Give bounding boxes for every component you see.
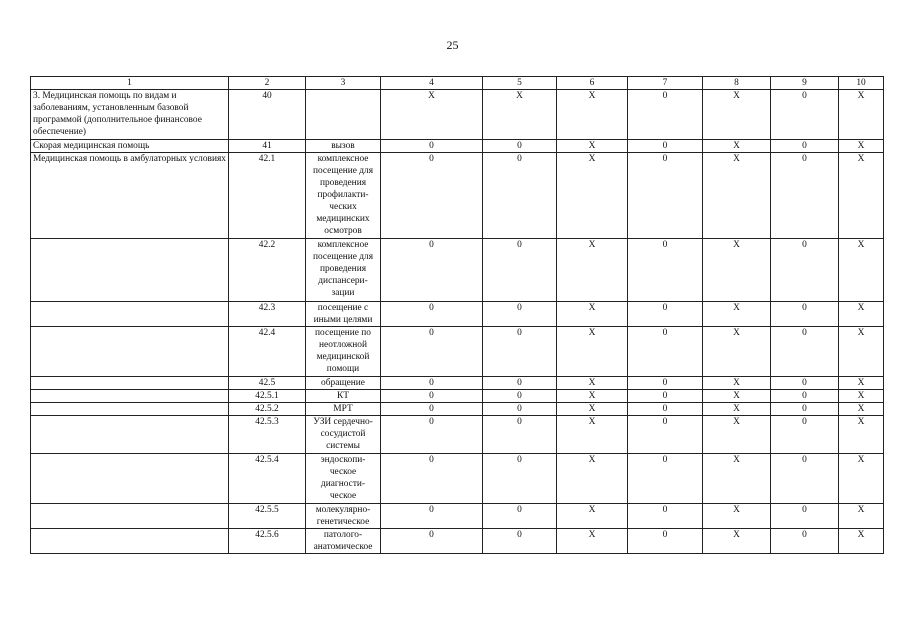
row-value-col8: X xyxy=(703,403,771,416)
row-value-col9: 0 xyxy=(771,529,839,554)
table-row xyxy=(31,302,884,327)
row-value-col5: 0 xyxy=(483,529,557,554)
row-value-col4: 0 xyxy=(381,327,483,377)
row-unit: КТ xyxy=(306,390,381,403)
row-value-col9: 0 xyxy=(771,90,839,140)
row-description: Скорая медицинская помощь xyxy=(31,140,229,153)
table-row xyxy=(31,416,884,454)
header-cell: 7 xyxy=(628,77,703,90)
row-value-col8: X xyxy=(703,302,771,327)
row-unit: обращение xyxy=(306,377,381,390)
row-code: 42.5.2 xyxy=(229,403,306,416)
row-value-col10: X xyxy=(839,377,884,390)
row-value-col9: 0 xyxy=(771,153,839,239)
row-value-col7: 0 xyxy=(628,390,703,403)
row-code: 40 xyxy=(229,90,306,140)
header-cell: 9 xyxy=(771,77,839,90)
row-value-col10: X xyxy=(839,90,884,140)
table-row xyxy=(31,153,884,239)
row-description xyxy=(31,454,229,504)
row-value-col7: 0 xyxy=(628,529,703,554)
row-value-col10: X xyxy=(839,239,884,302)
row-value-col4: X xyxy=(381,90,483,140)
row-value-col8: X xyxy=(703,90,771,140)
row-code: 42.1 xyxy=(229,153,306,239)
row-value-col6: X xyxy=(557,416,628,454)
row-value-col7: 0 xyxy=(628,327,703,377)
row-value-col10: X xyxy=(839,454,884,504)
row-code: 42.2 xyxy=(229,239,306,302)
table-row xyxy=(31,390,884,403)
row-value-col4: 0 xyxy=(381,416,483,454)
row-value-col5: 0 xyxy=(483,390,557,403)
row-value-col6: X xyxy=(557,377,628,390)
row-value-col6: X xyxy=(557,90,628,140)
header-cell: 8 xyxy=(703,77,771,90)
row-description xyxy=(31,390,229,403)
row-value-col5: 0 xyxy=(483,454,557,504)
row-value-col7: 0 xyxy=(628,504,703,529)
row-value-col9: 0 xyxy=(771,327,839,377)
row-unit xyxy=(306,90,381,140)
table-row xyxy=(31,327,884,377)
row-value-col10: X xyxy=(839,327,884,377)
row-unit: вызов xyxy=(306,140,381,153)
row-value-col5: 0 xyxy=(483,302,557,327)
header-cell: 10 xyxy=(839,77,884,90)
row-value-col6: X xyxy=(557,302,628,327)
row-value-col9: 0 xyxy=(771,239,839,302)
row-value-col10: X xyxy=(839,140,884,153)
row-value-col8: X xyxy=(703,416,771,454)
table-row xyxy=(31,403,884,416)
table-row xyxy=(31,140,884,153)
header-cell: 6 xyxy=(557,77,628,90)
row-value-col6: X xyxy=(557,140,628,153)
row-code: 42.5.1 xyxy=(229,390,306,403)
row-unit: молекулярно-генетическое xyxy=(306,504,381,529)
row-code: 41 xyxy=(229,140,306,153)
row-value-col10: X xyxy=(839,529,884,554)
row-value-col5: 0 xyxy=(483,416,557,454)
row-value-col8: X xyxy=(703,327,771,377)
row-value-col4: 0 xyxy=(381,302,483,327)
row-value-col9: 0 xyxy=(771,403,839,416)
row-value-col4: 0 xyxy=(381,390,483,403)
row-value-col8: X xyxy=(703,504,771,529)
header-cell: 1 xyxy=(31,77,229,90)
row-value-col10: X xyxy=(839,153,884,239)
row-value-col9: 0 xyxy=(771,302,839,327)
row-unit: МРТ xyxy=(306,403,381,416)
row-value-col10: X xyxy=(839,403,884,416)
header-cell: 4 xyxy=(381,77,483,90)
row-description: Медицинская помощь в амбулаторных условиях xyxy=(31,153,229,239)
row-value-col7: 0 xyxy=(628,302,703,327)
row-value-col6: X xyxy=(557,390,628,403)
row-value-col10: X xyxy=(839,302,884,327)
row-value-col5: 0 xyxy=(483,153,557,239)
row-value-col7: 0 xyxy=(628,239,703,302)
header-cell: 3 xyxy=(306,77,381,90)
row-value-col5: 0 xyxy=(483,377,557,390)
row-value-col4: 0 xyxy=(381,504,483,529)
page-number: 25 xyxy=(446,38,459,52)
table-row xyxy=(31,377,884,390)
row-value-col4: 0 xyxy=(381,153,483,239)
row-value-col10: X xyxy=(839,390,884,403)
row-unit: посещение с иными целями xyxy=(306,302,381,327)
row-value-col5: 0 xyxy=(483,504,557,529)
row-description xyxy=(31,327,229,377)
row-value-col10: X xyxy=(839,504,884,529)
row-description xyxy=(31,403,229,416)
row-code: 42.4 xyxy=(229,327,306,377)
row-description xyxy=(31,377,229,390)
row-description xyxy=(31,504,229,529)
row-value-col5: 0 xyxy=(483,239,557,302)
row-value-col6: X xyxy=(557,504,628,529)
row-value-col7: 0 xyxy=(628,140,703,153)
row-unit: посещение по неотложной медицинской помощи xyxy=(306,327,381,377)
row-value-col8: X xyxy=(703,454,771,504)
row-value-col7: 0 xyxy=(628,377,703,390)
table-row xyxy=(31,529,884,554)
row-value-col6: X xyxy=(557,529,628,554)
row-code: 42.5.3 xyxy=(229,416,306,454)
row-value-col10: X xyxy=(839,416,884,454)
row-description xyxy=(31,239,229,302)
row-value-col4: 0 xyxy=(381,454,483,504)
table-row xyxy=(31,90,884,140)
row-description: 3. Медицинская помощь по видам и заболеваниям, установленным базовой программой (дополнительное финансовое обеспечение) xyxy=(31,90,229,140)
row-unit: комплексное посещение для проведения диспансери-зации xyxy=(306,239,381,302)
row-value-col8: X xyxy=(703,377,771,390)
row-value-col8: X xyxy=(703,390,771,403)
table-row xyxy=(31,504,884,529)
row-value-col9: 0 xyxy=(771,390,839,403)
row-unit: эндоскопи-ческое диагности-ческое xyxy=(306,454,381,504)
row-value-col5: X xyxy=(483,90,557,140)
header-cell: 2 xyxy=(229,77,306,90)
row-value-col4: 0 xyxy=(381,529,483,554)
row-value-col9: 0 xyxy=(771,504,839,529)
table-row xyxy=(31,239,884,302)
row-value-col7: 0 xyxy=(628,153,703,239)
row-value-col6: X xyxy=(557,454,628,504)
row-value-col6: X xyxy=(557,327,628,377)
row-value-col4: 0 xyxy=(381,403,483,416)
row-code: 42.5.4 xyxy=(229,454,306,504)
row-value-col6: X xyxy=(557,403,628,416)
row-value-col7: 0 xyxy=(628,403,703,416)
row-code: 42.3 xyxy=(229,302,306,327)
row-code: 42.5.5 xyxy=(229,504,306,529)
row-value-col9: 0 xyxy=(771,377,839,390)
row-value-col8: X xyxy=(703,239,771,302)
row-value-col9: 0 xyxy=(771,416,839,454)
row-value-col8: X xyxy=(703,529,771,554)
row-value-col4: 0 xyxy=(381,377,483,390)
table-row xyxy=(31,454,884,504)
row-unit: УЗИ сердечно-сосудистой системы xyxy=(306,416,381,454)
row-code: 42.5.6 xyxy=(229,529,306,554)
row-value-col5: 0 xyxy=(483,403,557,416)
row-unit: комплексное посещение для проведения профилакти-ческих медицинских осмотров xyxy=(306,153,381,239)
row-code: 42.5 xyxy=(229,377,306,390)
row-value-col7: 0 xyxy=(628,416,703,454)
row-description xyxy=(31,416,229,454)
header-row xyxy=(31,77,884,90)
row-value-col7: 0 xyxy=(628,454,703,504)
row-value-col9: 0 xyxy=(771,454,839,504)
row-description xyxy=(31,529,229,554)
row-value-col5: 0 xyxy=(483,140,557,153)
row-value-col9: 0 xyxy=(771,140,839,153)
row-value-col8: X xyxy=(703,140,771,153)
row-unit: патолого-анатомическое xyxy=(306,529,381,554)
row-value-col6: X xyxy=(557,239,628,302)
row-value-col5: 0 xyxy=(483,327,557,377)
row-value-col4: 0 xyxy=(381,140,483,153)
row-value-col7: 0 xyxy=(628,90,703,140)
data-table xyxy=(30,76,884,554)
row-value-col8: X xyxy=(703,153,771,239)
header-cell: 5 xyxy=(483,77,557,90)
row-description xyxy=(31,302,229,327)
row-value-col4: 0 xyxy=(381,239,483,302)
row-value-col6: X xyxy=(557,153,628,239)
